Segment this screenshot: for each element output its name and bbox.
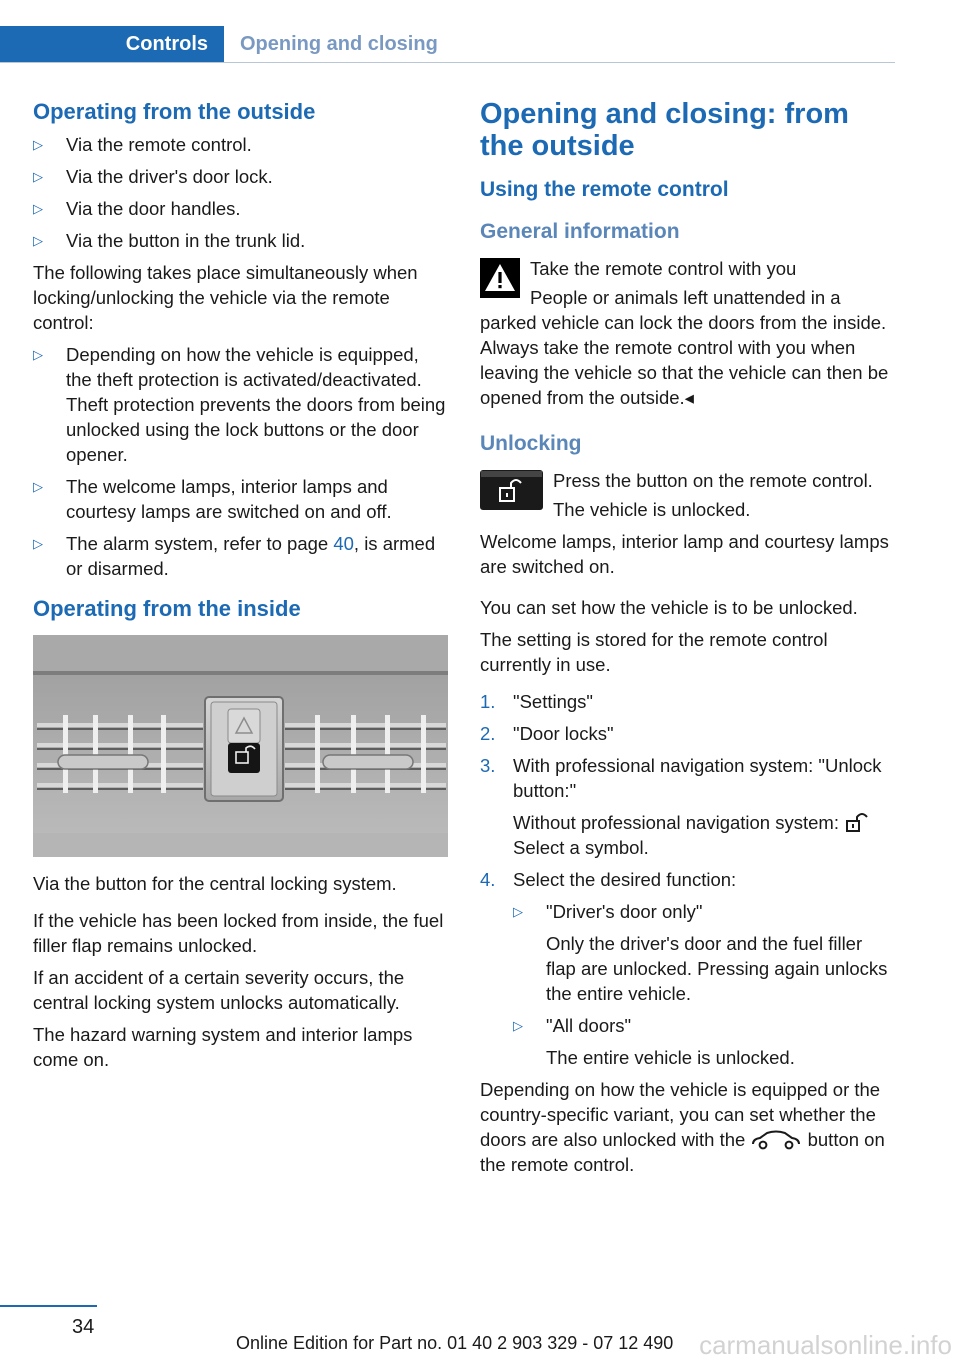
triangle-bullet-icon: ▷ (33, 536, 43, 551)
outside-list (33, 132, 448, 253)
triangle-bullet-icon: ▷ (513, 904, 523, 919)
tab-opening-and-closing[interactable]: Opening and closing (240, 32, 438, 55)
heading-using-remote: Using the remote control (480, 178, 729, 201)
simultaneous-list (33, 342, 448, 581)
paragraph-hazard: The hazard warning system and interior lamps come on. (33, 1024, 413, 1070)
list-item: ▷ Via the button in the trunk lid. (33, 230, 306, 251)
list-item: ▷ Via the remote control. (33, 134, 252, 155)
heading-general-info: General information (480, 220, 680, 243)
unlock-instruction (480, 468, 896, 522)
list-item: ▷ "All doors" The entire vehicle is unlocked. (513, 1015, 795, 1068)
triangle-bullet-icon: ▷ (33, 479, 43, 494)
vehicle-unlocked-text: The vehicle is unlocked. (553, 499, 751, 520)
paragraph-accident: If an accident of a certain severity occurs, the central locking system unlocks automatically. (33, 967, 405, 1013)
function-options (513, 899, 896, 1070)
left-column (33, 98, 448, 1079)
list-item: 4. Select the desired function: ▷ "Driver's door only" Only the driver's door and the fuel filler flap are unlocked. Pressing again unlocks the entire vehicle. ▷ "All doors" The entire vehicle is unlocked. (480, 867, 896, 1070)
paragraph-set-unlock: You can set how the vehicle is to be unlocked. (480, 597, 858, 618)
list-item: ▷ The welcome lamps, interior lamps and courtesy lamps are switched on and off. (33, 476, 392, 522)
warning-triangle-icon (480, 258, 520, 298)
list-item: 1. "Settings" (480, 691, 593, 712)
list-item: 3. With professional navigation system: "Unlock button:" Without professional navigation system: Select a symbol. (480, 755, 882, 858)
unlock-symbol-icon (844, 811, 870, 833)
photo-caption: Via the button for the central locking system. (33, 873, 397, 894)
central-locking-button-photo (33, 635, 448, 857)
heading-operating-outside: Operating from the outside (33, 99, 316, 124)
paragraph-depending: Depending on how the vehicle is equipped or the country-specific variant, you can set whether the doors are also unlocked with the button on the remote control. (480, 1079, 885, 1175)
page-40-link[interactable]: 40 (333, 533, 354, 554)
page-number: 34 (72, 1316, 95, 1338)
warning-block (480, 256, 896, 410)
car-symbol-icon (750, 1130, 802, 1150)
footer-rule (0, 1305, 97, 1307)
header-bar (0, 26, 895, 63)
settings-steps (480, 689, 896, 1070)
list-item: ▷ Via the door handles. (33, 198, 241, 219)
triangle-bullet-icon: ▷ (33, 137, 43, 152)
triangle-bullet-icon: ▷ (513, 1018, 523, 1033)
triangle-bullet-icon: ▷ (33, 201, 43, 216)
triangle-bullet-icon: ▷ (33, 347, 43, 362)
paragraph-welcome-lamps: Welcome lamps, interior lamp and courtesy lamps are switched on. (480, 531, 889, 577)
press-button-text: Press the button on the remote control. (553, 470, 873, 491)
warning-body: People or animals left unattended in a parked vehicle can lock the doors from the inside. Always take the remote control with you when leaving the vehicle so that the vehicle can then be opened from the outside.◂ (480, 287, 889, 408)
paragraph-locked-inside: If the vehicle has been locked from inside, the fuel filler flap remains unlocked. (33, 910, 444, 956)
list-item: ▷ Via the driver's door lock. (33, 166, 273, 187)
list-item: ▷ "Driver's door only" Only the driver's door and the fuel filler flap are unlocked. Pressing again unlocks the entire vehicle. (513, 901, 888, 1004)
list-item: ▷ Depending on how the vehicle is equipped, the theft protection is activated/deactivated. Theft protection prevents the doors from being unlocked using the lock buttons or the door opener. (33, 344, 446, 465)
unlock-button-icon (480, 470, 543, 510)
paragraph-simultaneous: The following takes place simultaneously when locking/unlocking the vehicle via the remote control: (33, 262, 418, 333)
list-item: ▷ The alarm system, refer to page 40, is armed or disarmed. (33, 533, 436, 579)
warning-title: Take the remote control with you (530, 258, 797, 279)
heading-operating-inside: Operating from the inside (33, 596, 301, 621)
paragraph-setting-stored: The setting is stored for the remote control currently in use. (480, 629, 828, 675)
tab-controls[interactable]: Controls (0, 26, 224, 62)
triangle-bullet-icon: ▷ (33, 169, 43, 184)
triangle-bullet-icon: ▷ (33, 233, 43, 248)
list-item: 2. "Door locks" (480, 723, 614, 744)
watermark: carmanualsonline.info (699, 1330, 952, 1360)
page-title: Opening and closing: from the outside (480, 98, 849, 162)
right-column (480, 98, 896, 1184)
heading-unlocking: Unlocking (480, 432, 582, 455)
edition-footer: Online Edition for Part no. 01 40 2 903 329 - 07 12 490 (236, 1333, 674, 1353)
